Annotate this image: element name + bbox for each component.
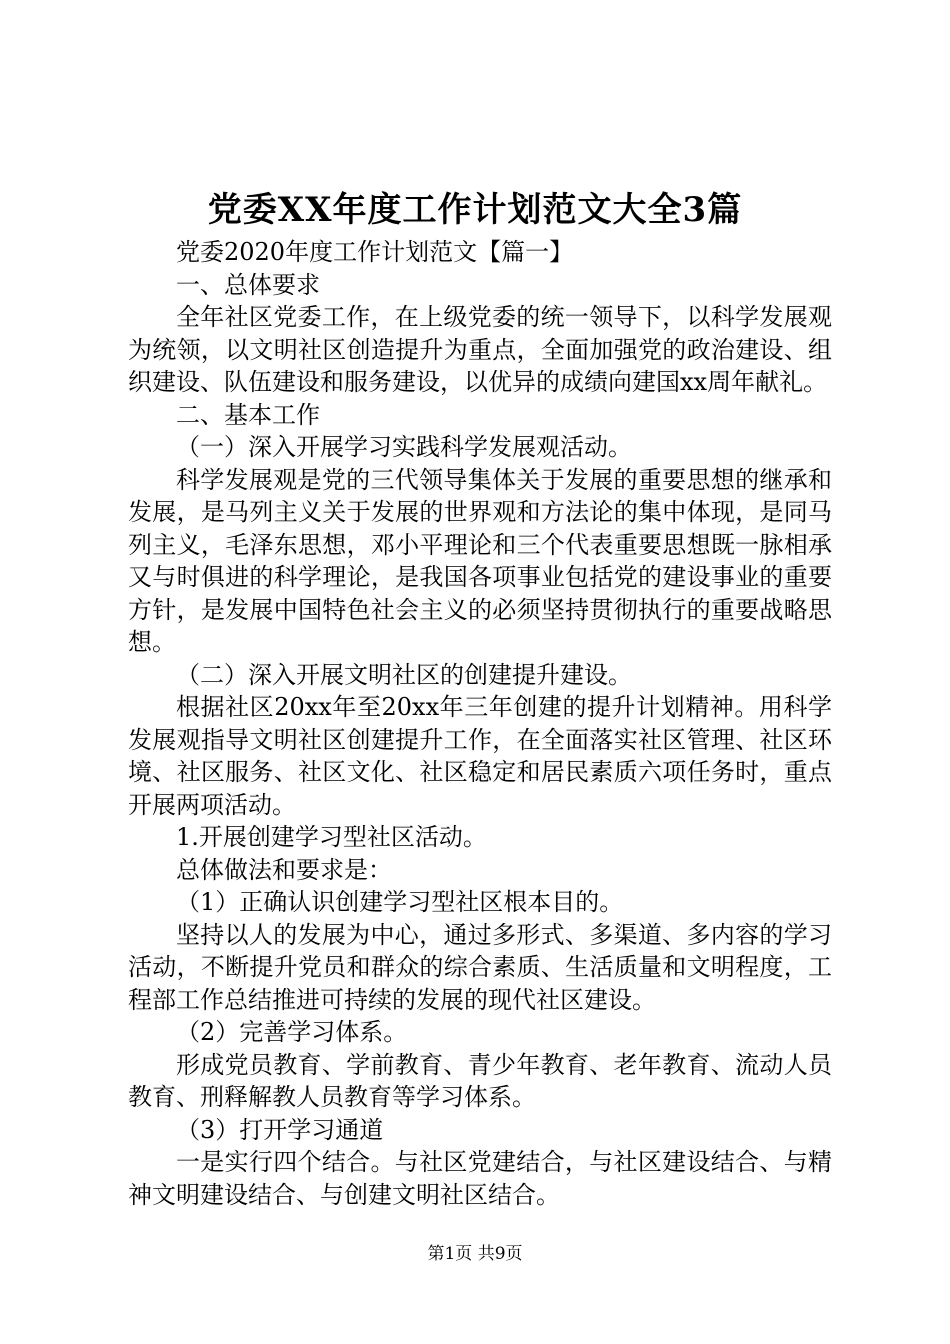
paragraph-heading-1: 一、总体要求	[176, 270, 320, 299]
paragraph: 根据社区20xx年至20xx年三年创建的提升计划精神。用科学发展观指导文明社区创建提升工作，在全面落实社区管理、社区环境、社区服务、社区文化、社区稳定和居民素质六项任务时，重点开展两项活动。	[128, 693, 832, 819]
document-body	[128, 236, 832, 1211]
paragraph-subheading: （一）深入开展学习实践科学发展观活动。	[176, 433, 632, 461]
paragraph: 坚持以人的发展为中心，通过多形式、多渠道、多内容的学习活动，不断提升党员和群众的综合素质、生活质量和文明程度，工程部工作总结推进可持续的发展的现代社区建设。	[128, 920, 832, 1014]
paragraph: 科学发展观是党的三代领导集体关于发展的重要思想的继承和发展，是马列主义关于发展的世界观和方法论的集中体现，是同马列主义，毛泽东思想，邓小平理论和三个代表重要思想既一脉相承又与时俱进的科学理论，是我国各项事业包括党的建设事业的重要方针，是发展中国特色社会主义的必须坚持贯彻执行的重要战略思想。	[128, 465, 832, 656]
paragraph: 形成党员教育、学前教育、青少年教育、老年教育、流动人员教育、刑释解教人员教育等学习体系。	[128, 1050, 832, 1111]
document-title: 党委XX年度工作计划范文大全3篇	[207, 190, 743, 230]
paragraph-section-heading: 党委2020年度工作计划范文【篇一】	[176, 238, 574, 266]
paragraph: 一是实行四个结合。与社区党建结合，与社区建设结合、与精神文明建设结合、与创建文明社区结合。	[128, 1148, 832, 1209]
paragraph-heading-2: 二、基本工作	[176, 400, 320, 429]
paragraph-item: 1.开展创建学习型社区活动。	[176, 823, 487, 851]
page-number-footer: 第1页 共9页	[427, 1244, 523, 1264]
paragraph: 总体做法和要求是：	[176, 855, 392, 884]
paragraph: 全年社区党委工作，在上级党委的统一领导下，以科学发展观为统领，以文明社区创造提升为重点，全面加强党的政治建设、组织建设、队伍建设和服务建设，以优异的成绩向建国xx周年献礼。	[128, 303, 832, 396]
paragraph-item: （1）正确认识创建学习型社区根本目的。	[176, 888, 624, 916]
paragraph-subheading: （二）深入开展文明社区的创建提升建设。	[176, 660, 632, 689]
paragraph-item: （3）打开学习通道	[176, 1115, 384, 1144]
paragraph-item: （2）完善学习体系。	[176, 1018, 408, 1046]
